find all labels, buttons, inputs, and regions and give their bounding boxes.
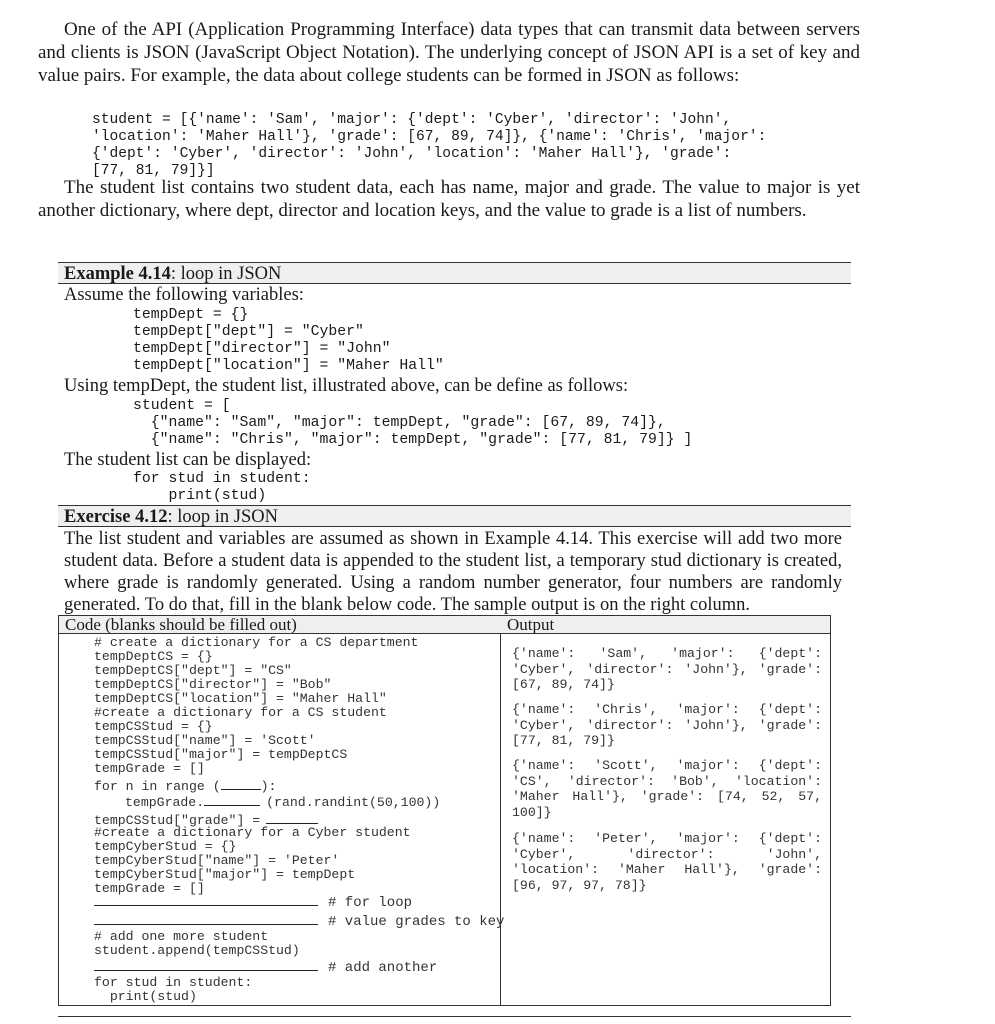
example-display: The student list can be displayed: xyxy=(64,450,312,470)
example-code-vars: tempDept = {} tempDept["dept"] = "Cyber" tempDept["director"] = "John" tempDept["location"] = "Maher Hall" xyxy=(133,307,444,374)
code-column-header: Code (blanks should be filled out) xyxy=(59,616,501,634)
intro-code: student = [{'name': 'Sam', 'major': {'dept': 'Cyber', 'director': 'John', 'location': 'Maher Hall'}, 'grade': [67, 89, 74]}, {'name': 'Chris', 'major': {'dept': 'Cyber', 'director': 'John', 'location': 'Maher Hall'}, 'grade': [77, 81, 79]}] xyxy=(92,112,767,179)
example-header xyxy=(58,262,851,284)
blank-value-grades[interactable] xyxy=(94,911,318,925)
append-prefix: tempGrade. xyxy=(125,795,205,810)
comment-for-loop: # for loop xyxy=(328,895,413,911)
exercise-description: The list student and variables are assumed as shown in Example 4.14. This exercise will add two more student data. Before a student data is appended to the student list, a temporary stud dictionary is created, where grade is randomly generated. Using a random number generator, four numbers are randomly generated. To do that, fill in the blank below code. The sample output is on the right column. xyxy=(64,529,842,615)
blank-append-method[interactable] xyxy=(204,792,260,806)
value-grades-blank-line xyxy=(94,911,504,929)
code-part-2: #create a dictionary for a Cyber student tempCyberStud = {} tempCyberStud["name"] = 'Peter' tempCyberStud["major"] = tempDept tempGrade = [] xyxy=(94,825,411,896)
for-range-suffix: ): xyxy=(260,779,277,794)
for-loop-blank-line xyxy=(94,892,412,910)
exercise-header xyxy=(58,505,851,527)
append-suffix: (rand.randint(50,100)) xyxy=(266,795,441,810)
blank-add-another[interactable] xyxy=(94,957,318,971)
exercise-table xyxy=(58,615,831,1006)
blank-range-count[interactable] xyxy=(221,776,261,790)
intro-paragraph: One of the API (Application Programming Interface) data types that can transmit data between servers and clients is JSON (JavaScript Object Notation). The underlying concept of JSON API is a set of key and value pairs. For example, the data about college students can be formed in JSON as follows: xyxy=(38,19,860,86)
example-label: Example 4.14 xyxy=(64,264,171,284)
add-another-blank-line xyxy=(94,957,437,975)
example-using: Using tempDept, the student list, illustrated above, can be define as follows: xyxy=(64,376,629,396)
output-line-3: {'name': 'Scott', 'major': {'dept': 'CS', 'director': 'Bob', 'location': 'Maher Hall'}, 'grade': [74, 52, 57, 100]} xyxy=(512,758,822,820)
code-part-3: # add one more student student.append(tempCSStud) xyxy=(94,929,300,958)
comment-value-grades: # value grades to key xyxy=(328,914,505,930)
example-code-list: student = [ {"name": "Sam", "major": tempDept, "grade": [67, 89, 74]}, {"name": "Chris", "major": tempDept, "grade": [77, 81, 79]} ] xyxy=(133,398,693,448)
blank-for-loop[interactable] xyxy=(94,892,318,906)
code-part-1: # create a dictionary for a CS department tempDeptCS = {} tempDeptCS["dept"] = "CS" tempDeptCS["director"] = "Bob" tempDeptCS["location"] = "Maher Hall" #create a dictionary for a CS student tempCSStud = {} tempCSStud["name"] = 'Scott' tempCSStud["major"] = tempDeptCS tempGrade = [] xyxy=(94,635,419,776)
code-part-4: for stud in student: print(stud) xyxy=(94,975,253,1004)
intro-explanation: The student list contains two student data, each has name, major and grade. The value to major is yet another dictionary, where dept, director and location keys, and the value to grade is a list of numbers. xyxy=(38,177,860,221)
example-assume: Assume the following variables: xyxy=(64,285,304,305)
grade-assign: tempCSStud["grade"] = xyxy=(94,813,261,828)
blank-grade-value[interactable] xyxy=(266,810,318,824)
example-title: : loop in JSON xyxy=(170,264,282,284)
exercise-label: Exercise 4.12 xyxy=(64,507,168,527)
output-line-4: {'name': 'Peter', 'major': {'dept': 'Cyber', 'director': 'John', 'location': 'Maher Hall'}, 'grade': [96, 97, 97, 78]} xyxy=(512,831,822,893)
append-line xyxy=(125,792,440,810)
output-column-header: Output xyxy=(501,616,830,634)
exercise-title: : loop in JSON xyxy=(167,507,278,527)
example-code-loop: for stud in student: print(stud) xyxy=(133,471,311,504)
output-line-2: {'name': 'Chris', 'major': {'dept': 'Cyber', 'director': 'John'}, 'grade': [77, 81, 79]} xyxy=(512,702,822,748)
comment-add-another: # add another xyxy=(328,960,438,976)
output-line-1: {'name': 'Sam', 'major': {'dept': 'Cyber', 'director': 'John'}, 'grade': [67, 89, 74]} xyxy=(512,646,822,692)
bottom-rule xyxy=(58,1016,851,1017)
for-range-prefix: for n in range ( xyxy=(94,779,221,794)
